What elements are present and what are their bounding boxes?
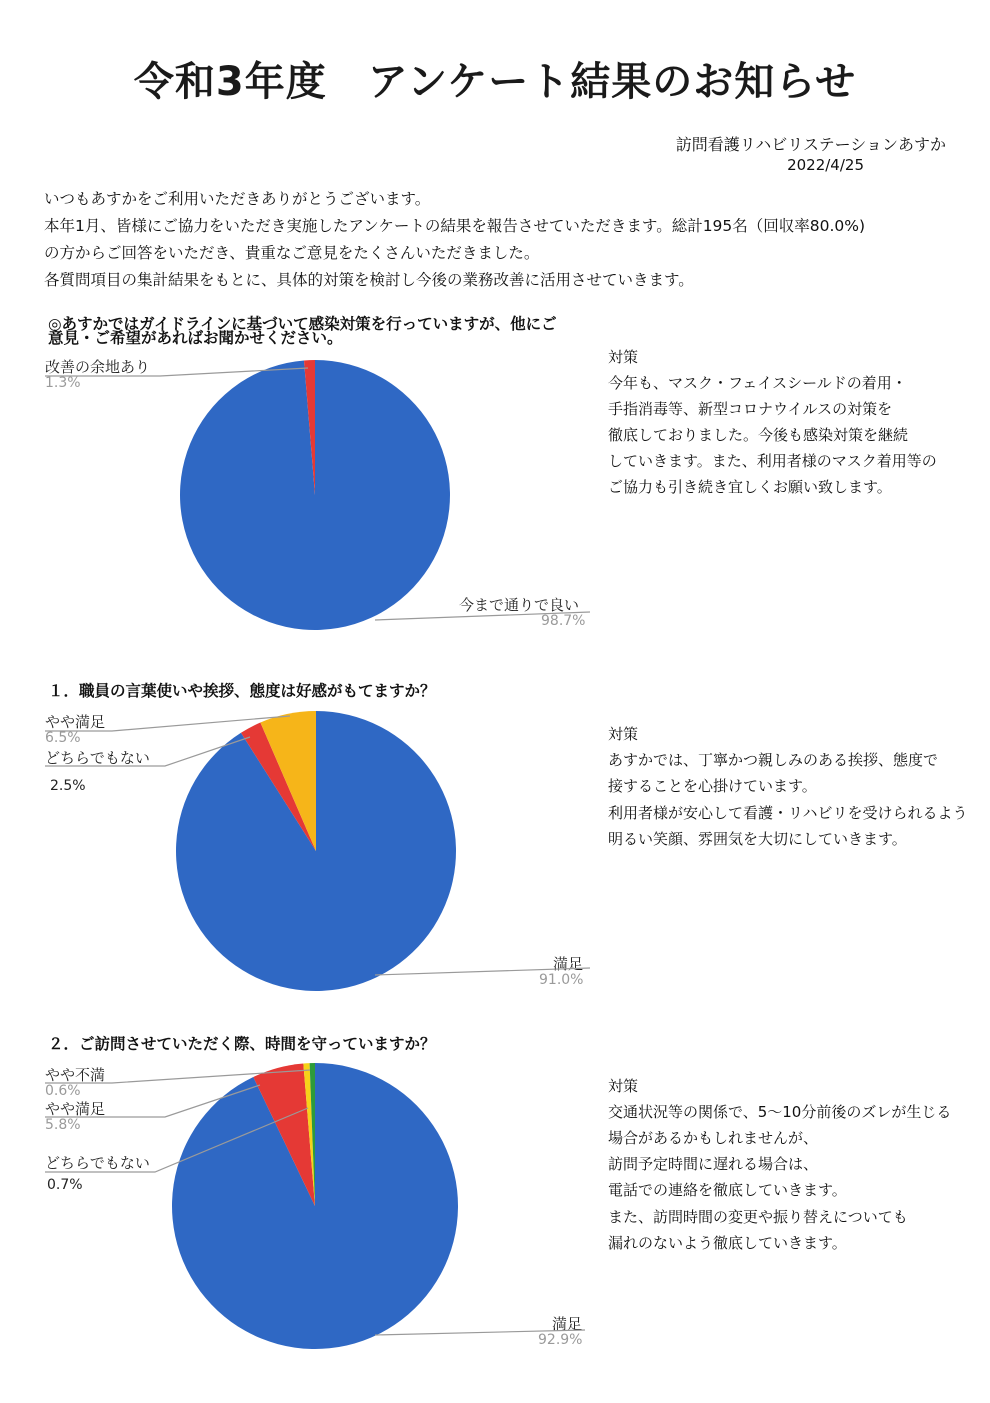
measure-line: 場合があるかもしれませんが、 [608, 1129, 819, 1147]
slice-percent: 92.9% [538, 1332, 583, 1348]
pie-chart-punctuality [172, 1063, 458, 1349]
slice-percent: 0.7% [47, 1177, 83, 1193]
measure-line: 交通状況等の関係で、5～10分前後のズレが生じる [608, 1103, 952, 1121]
slice-percent: 2.5% [50, 778, 86, 794]
intro-line: の方からご回答をいただき、貴重なご意見をたくさんいただきました。 [44, 244, 540, 262]
slice-label: やや満足 [45, 1100, 106, 1118]
measure-line: 今年も、マスク・フェイスシールドの着用・ [608, 374, 907, 392]
slice-label: 満足 [552, 1315, 583, 1333]
leader-line [375, 1330, 585, 1335]
slice-label: どちらでもない [45, 1154, 150, 1172]
section-question-line: ◎あすかではガイドラインに基づいて感染対策を行っていますが、他にご [48, 315, 557, 333]
measure-line: ご協力も引き続き宜しくお願い致します。 [608, 478, 892, 496]
slice-label: どちらでもない [45, 749, 150, 767]
slice-percent: 1.3% [45, 375, 81, 391]
measure-line: していきます。また、利用者様のマスク着用等の [608, 452, 937, 470]
intro-line: 本年1月、皆様にご協力をいただき実施したアンケートの結果を報告させていただきます。総計195名（回収率80.0%) [44, 217, 866, 235]
measure-line: 利用者様が安心して看護・リハビリを受けられるよう [608, 804, 968, 822]
slice-percent: 91.0% [539, 972, 584, 988]
measure-line: あすかでは、丁寧かつ親しみのある挨拶、態度で [608, 751, 939, 769]
slice-percent: 6.5% [45, 730, 81, 746]
section-question-line: 意見・ご希望があればお聞かせください。 [48, 329, 343, 347]
leader-line [375, 968, 590, 975]
measure-heading: 対策 [608, 725, 639, 743]
slice-percent: 98.7% [541, 613, 586, 629]
slice-label: やや不満 [45, 1066, 106, 1084]
slice-label: 今まで通りで良い [459, 596, 580, 614]
measure-line: 電話での連絡を徹底していきます。 [608, 1181, 847, 1199]
slice-label: 満足 [553, 955, 584, 973]
measure-line: また、訪問時間の変更や振り替えについても [608, 1208, 908, 1226]
slice-label: 改善の余地あり [45, 358, 151, 376]
slice-percent: 0.6% [45, 1083, 81, 1099]
intro-line: 各質問項目の集計結果をもとに、具体的対策を検討し今後の業務改善に活用させていきます。 [44, 271, 694, 289]
section-question-line: ２．ご訪問させていただく際、時間を守っていますか？ [48, 1035, 436, 1053]
measure-line: 接することを心掛けています。 [608, 777, 817, 795]
measure-heading: 対策 [608, 348, 639, 366]
measure-line: 漏れのないよう徹底していきます。 [608, 1234, 847, 1252]
measure-heading: 対策 [608, 1077, 639, 1095]
measure-line: 徹底しておりました。今後も感染対策を継続 [608, 426, 909, 444]
section-question-line: １．職員の言葉使いや挨拶、態度は好感がもてますか？ [48, 682, 436, 700]
measure-line: 明るい笑顔、雰囲気を大切にしていきます。 [608, 830, 907, 848]
page-title: 令和3年度 アンケート結果のお知らせ [133, 59, 857, 105]
measure-line: 手指消毒等、新型コロナウイルスの対策を [608, 400, 893, 418]
pie-chart-staff-attitude [176, 711, 456, 991]
intro-line: いつもあすかをご利用いただきありがとうございます。 [44, 190, 431, 208]
slice-label: やや満足 [45, 713, 106, 731]
pie-chart-infection-control [180, 360, 450, 630]
slice-percent: 5.8% [45, 1117, 81, 1133]
publish-date: 2022/4/25 [787, 156, 864, 174]
pie-slice [180, 360, 450, 630]
organization-name: 訪問看護リハビリステーションあすか [675, 135, 946, 154]
leader-line [375, 612, 590, 620]
measure-line: 訪問予定時間に遅れる場合は、 [608, 1155, 819, 1173]
